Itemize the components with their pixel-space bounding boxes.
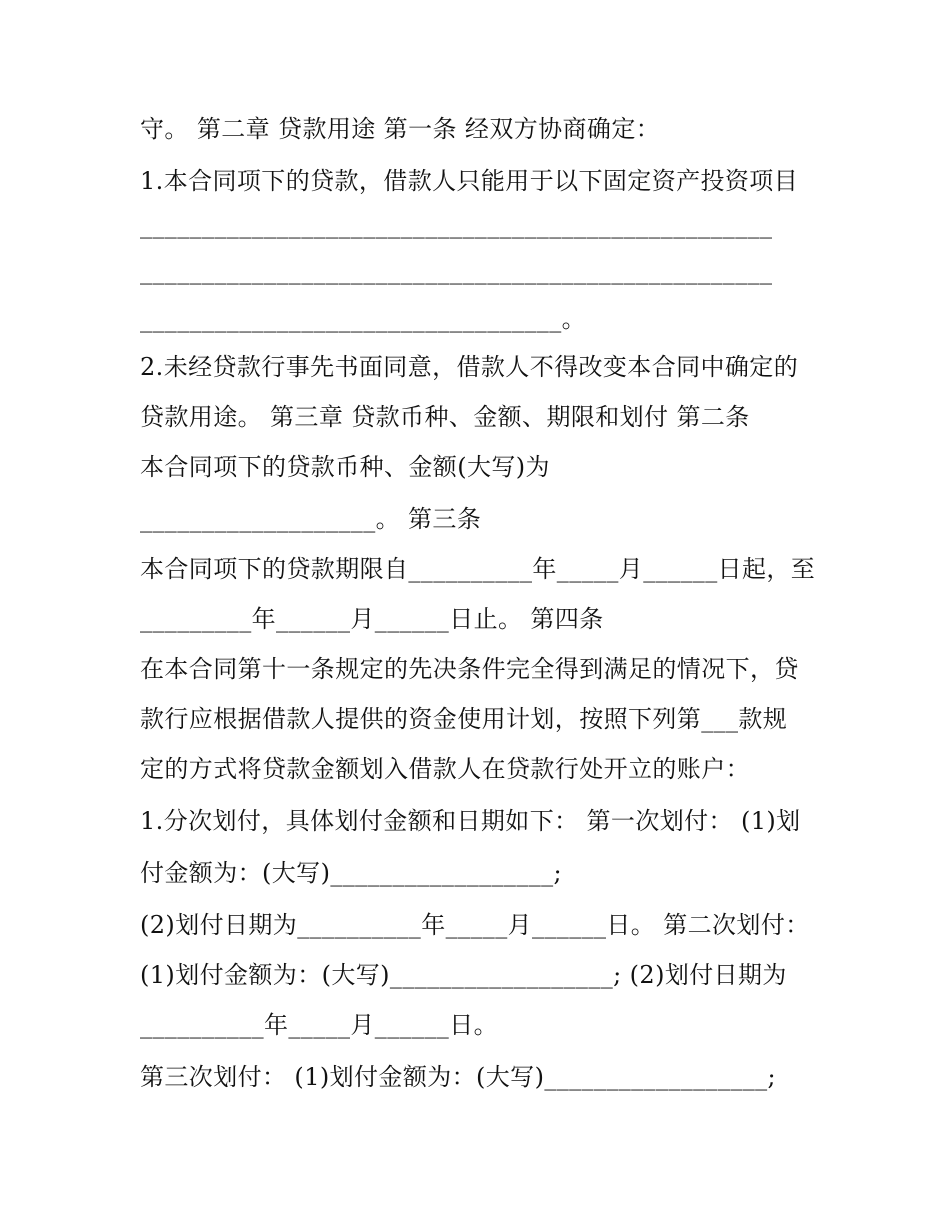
text-line-14: (2)划付日期为__________年_____月______日。 第二次划付： (140, 911, 810, 939)
text-line-16: __________年_____月______日。 (140, 1011, 498, 1039)
text-line-7: 本合同项下的贷款期限自__________年_____月______日起，至 (140, 555, 816, 583)
text-line-12: 1.分次划付，具体划付金额和日期如下： 第一次划付： (1)划 (140, 807, 801, 835)
text-line-5: 本合同项下的贷款币种、金额(大写)为 (140, 453, 550, 481)
text-line-8: _________年______月______日止。 第四条 (140, 605, 604, 633)
text-line-1: 守。 第二章 贷款用途 第一条 经双方协商确定： (140, 115, 661, 143)
text-line-13: 付金额为：(大写)__________________; (140, 859, 563, 887)
text-line-10: 款行应根据借款人提供的资金使用计划，按照下列第___款规 (140, 705, 788, 733)
text-line-15: (1)划付金额为：(大写)__________________; (2)划付日期为 (140, 961, 787, 989)
text-line-3: 2.未经贷款行事先书面同意，借款人不得改变本合同中确定的 (140, 353, 799, 381)
text-line-6: ___________________。 第三条 (140, 505, 482, 533)
blank-line-1: ___________________________________________________ (140, 211, 773, 239)
blank-line-3: __________________________________。 (140, 305, 586, 333)
text-line-11: 定的方式将贷款金额划入借款人在贷款行处开立的账户： (140, 755, 750, 783)
text-line-2: 1.本合同项下的贷款，借款人只能用于以下固定资产投资项目 (140, 167, 799, 195)
text-line-17: 第三次划付： (1)划付金额为：(大写)__________________; (140, 1063, 777, 1091)
text-line-9: 在本合同第十一条规定的先决条件完全得到满足的情况下，贷 (140, 655, 799, 683)
blank-line-2: ___________________________________________________ (140, 257, 773, 285)
text-line-4: 贷款用途。 第三章 贷款币种、金额、期限和划付 第二条 (140, 403, 750, 431)
